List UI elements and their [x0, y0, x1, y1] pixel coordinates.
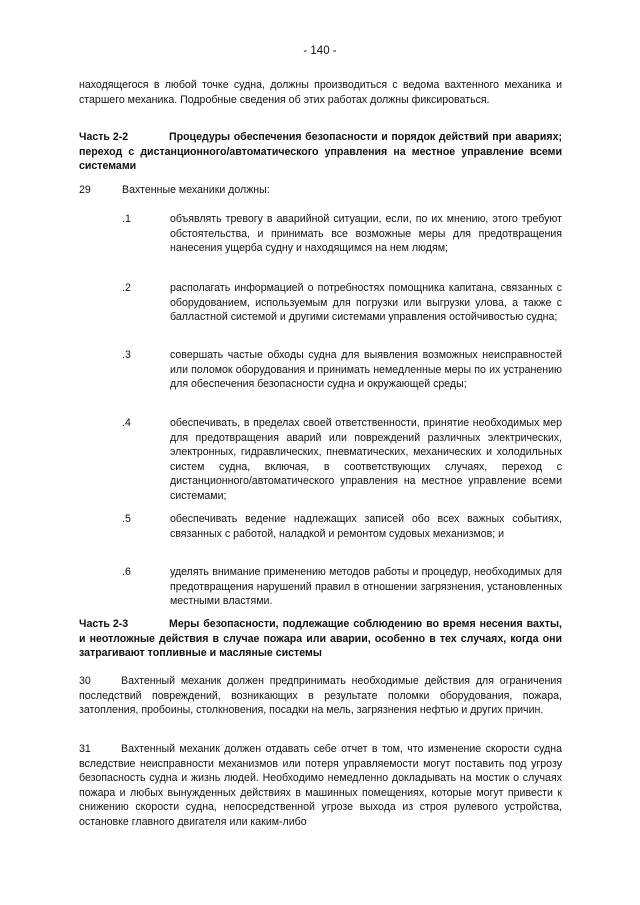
list-item-text: уделять внимание применению методов работы и процедур, необходимых для предотвращения нарушений правил в отношении загрязнения, установленных местными властями.	[170, 566, 562, 608]
paragraph-31	[79, 742, 562, 830]
list-item-text: объявлять тревогу в аварийной ситуации, если, по их мнению, этого требуют обстоятельства, и принимать все возможные меры для предотвращения нанесения ущерба судну и находящимся на нем людям;	[170, 213, 562, 255]
item-number: .5	[122, 513, 131, 525]
list-item-text: располагать информацией о потребностях помощника капитана, связанных с оборудованием, используемым для погрузки или выгрузки улова, а также с балластной системой и другими системами управления остойчивостью судна;	[170, 282, 562, 324]
paragraph-text: Вахтенный механик должен отдавать себе отчет в том, что изменение скорости судна вследствие неисправности механизмов или потеря управляемости могут поставить под угрозу безопасность судна и жизнь людей. Необходимо немедленно докладывать на мостик о случаях пожара и любых вынужденных действиях в машинных помещениях, которые могут привести к снижению скорости судна, непосредственной угрозе выхода из строя рулевого устройства, остановке главного двигателя или каким-либо	[79, 743, 562, 828]
section-label: Часть 2-2	[79, 131, 129, 143]
paragraph-number: 31	[79, 743, 91, 755]
section-title: Процедуры обеспечения безопасности и порядок действий при авариях; переход с дистанционного/автоматического управления на местное управление всеми системами	[79, 131, 562, 173]
page-number: - 140 -	[303, 45, 337, 57]
item-number: .1	[122, 213, 131, 225]
paragraph-number: 29	[79, 184, 91, 196]
item-number: .2	[122, 282, 131, 294]
list-item-text: обеспечивать, в пределах своей ответственности, принятие необходимых мер для предотвращения аварий или повреждений различных электрических, электронных, гидравлических, пневматических, механических и холодильных систем судна, включая, в соответствующих случаях, переход с дистанционного/автоматического управления на местное управление всеми системами;	[170, 417, 562, 502]
section-heading-2-3	[79, 617, 562, 661]
paragraph-text: Вахтенный механик должен предпринимать необходимые действия для ограничения последствий повреждений, возникающих в результате поломки оборудования, пожара, затопления, пробоины, столкновения, посадки на мель, загрязнения нефтью и других причин.	[79, 675, 562, 717]
intro-paragraph: находящегося в любой точке судна, должны производиться с ведома вахтенного механика и старшего механика. Подробные сведения об этих работах должны фиксироваться.	[79, 79, 562, 106]
paragraph-30	[79, 674, 562, 718]
list-item-text: обеспечивать ведение надлежащих записей обо всех важных событиях, связанных с работой, наладкой и ремонтом судовых механизмов; и	[170, 513, 562, 540]
item-number: .4	[122, 417, 131, 429]
item-number: .6	[122, 566, 131, 578]
item-number: .3	[122, 349, 131, 361]
paragraph-number: 30	[79, 675, 91, 687]
section-heading-2-2	[79, 130, 562, 174]
section-title: Меры безопасности, подлежащие соблюдению во время несения вахты, и неотложные действия в случае пожара или аварии, особенно в тех случаях, когда они затрагивают топливные и масляные системы	[79, 618, 562, 660]
paragraph-lead: Вахтенные механики должны:	[122, 184, 270, 196]
list-item-text: совершать частые обходы судна для выявления возможных неисправностей или поломок оборудования и принимать немедленные меры по их устранению для обеспечения безопасности судна и окружающей среды;	[170, 349, 562, 391]
section-label: Часть 2-3	[79, 618, 129, 630]
